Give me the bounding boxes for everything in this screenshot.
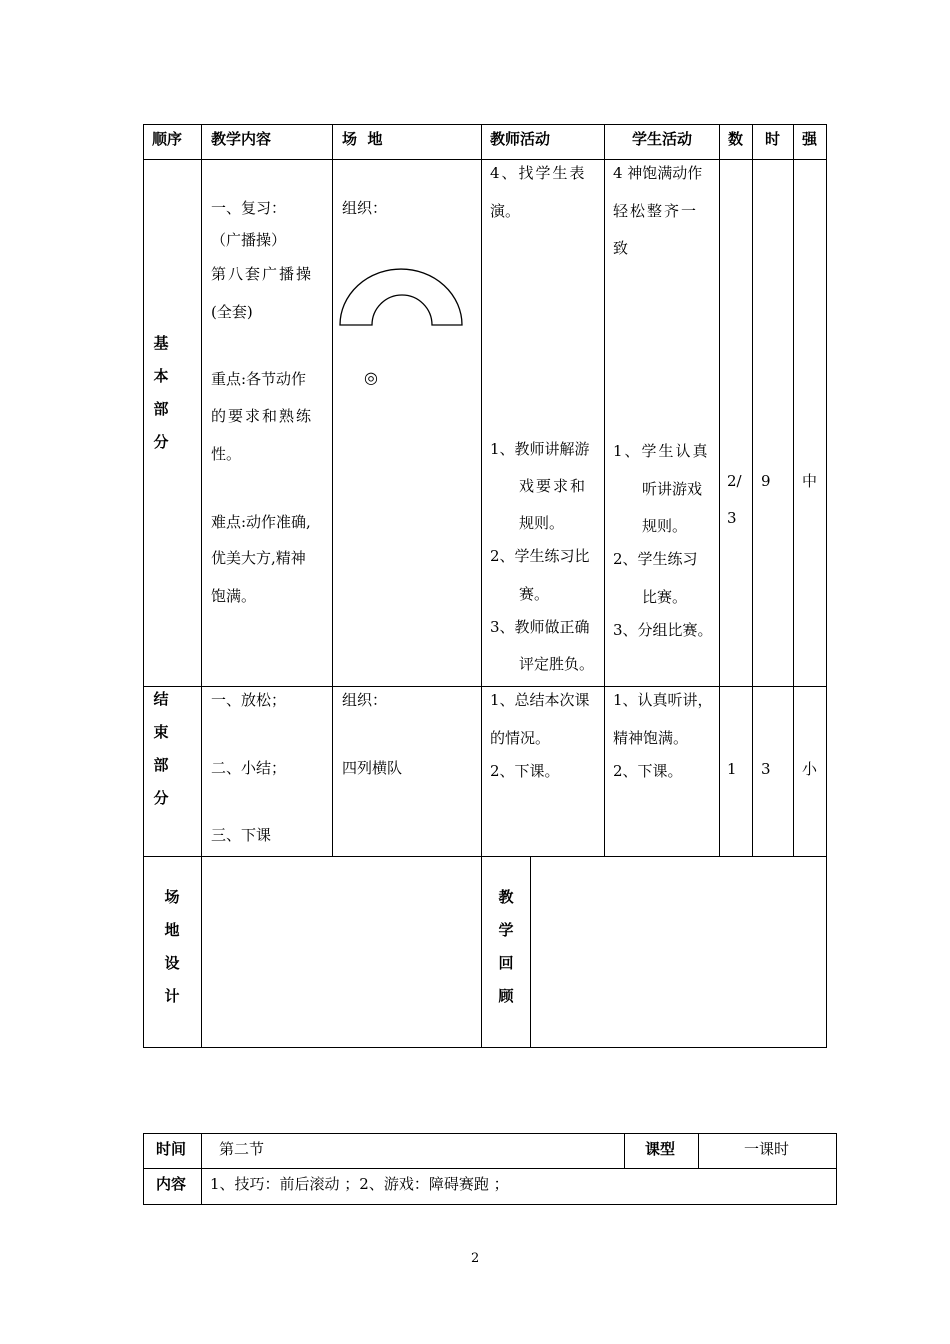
ending-venue-formation: 四列横队 [342,759,403,777]
header-venue: 场 地 [342,130,383,148]
page-number: 2 [471,1251,480,1266]
ending-venue-label: 组织： [342,691,388,709]
ending-count: 1 [727,760,737,778]
content-label: 内容 [156,1175,187,1193]
header-count: 数 [728,130,744,148]
section-ending-label: 结 束 部 分 [153,690,169,807]
content-value: 1、技巧：前后滚动 ；2、游戏：障碍赛跑 ； [210,1175,509,1193]
basic-count-line1: 2/ [727,472,742,490]
semicircle-formation-diagram [338,268,466,328]
header-content: 教学内容 [211,130,272,148]
teaching-review-label: 教 学 回 顾 [498,888,514,1005]
section-basic-label: 基 本 部 分 [153,334,169,451]
basic-count-line2: 3 [727,509,737,527]
venue-design-label: 场 地 设 计 [164,888,180,1005]
lesson-type-value: 一课时 [744,1140,790,1158]
teacher-position-icon: ◎ [364,368,378,387]
basic-time: 9 [761,472,771,490]
header-intensity: 强 [802,130,818,148]
time-value: 第二节 [219,1140,265,1158]
basic-venue-label: 组织： [342,199,388,217]
ending-time: 3 [761,760,771,778]
lesson-type-label: 课型 [645,1140,676,1158]
header-teacher-activity: 教师活动 [490,130,551,148]
ending-intensity: 小 [802,760,818,778]
header-student-activity: 学生活动 [632,130,693,148]
basic-intensity: 中 [802,472,818,490]
header-time: 时 [765,130,781,148]
time-label: 时间 [156,1140,187,1158]
header-order: 顺序 [152,130,183,148]
